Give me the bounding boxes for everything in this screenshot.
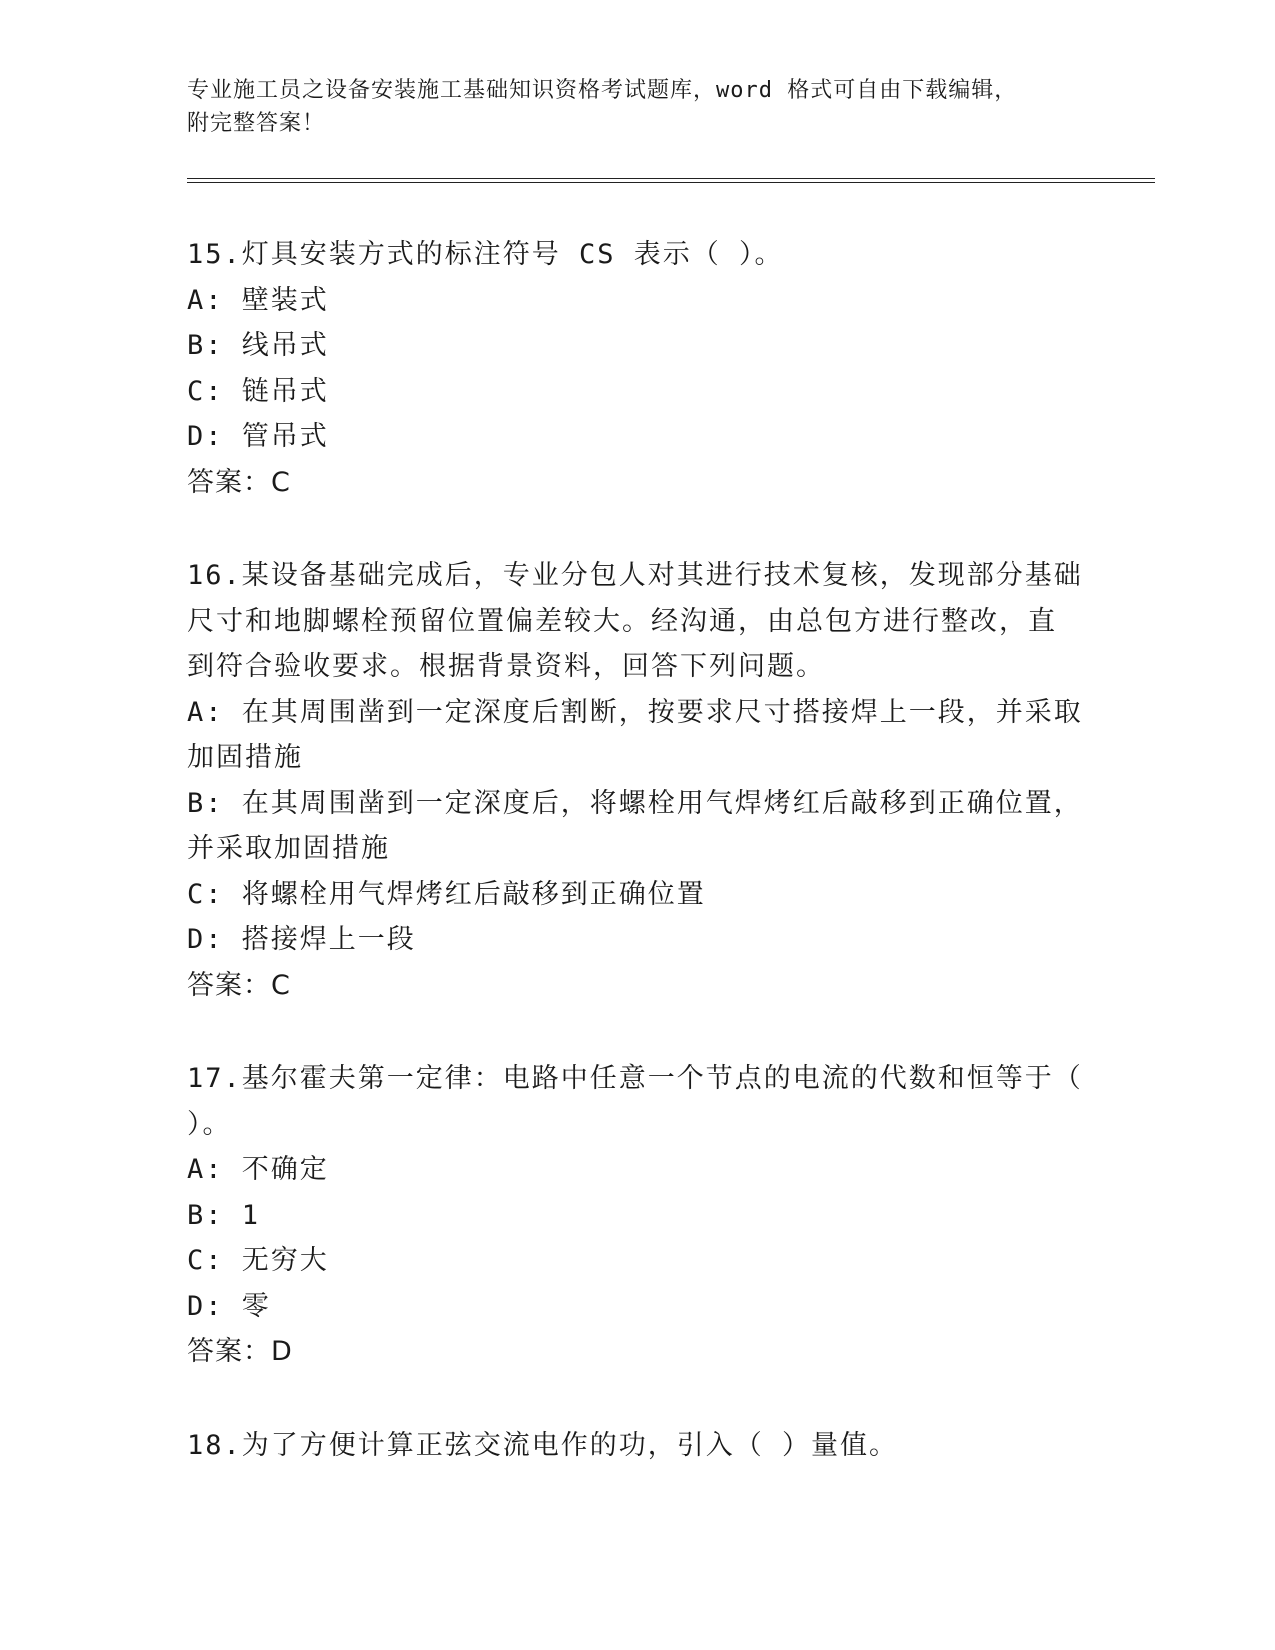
question-16 <box>187 553 1087 1008</box>
option-line: C: 链吊式 <box>187 375 329 407</box>
stem-line: 尺寸和地脚螺栓预留位置偏差较大。经沟通，由总包方进行整改，直 <box>187 605 1057 637</box>
header-line-2: 附完整答案！ <box>187 111 326 136</box>
document-header <box>187 74 1077 140</box>
option-line: C: 将螺栓用气焊烤红后敲移到正确位置 <box>187 878 706 910</box>
question-stem <box>187 1056 1087 1147</box>
option-line: D: 管吊式 <box>187 421 329 452</box>
option-line: C: 无穷大 <box>187 1245 329 1276</box>
stem-line: 16.某设备基础完成后，专业分包人对其进行技术复核，发现部分基础 <box>187 560 1083 591</box>
option-line: D: 搭接焊上一段 <box>187 924 416 955</box>
stem-line: 15.灯具安装方式的标注符号 CS 表示（ ）。 <box>187 239 784 270</box>
stem-line: 17.基尔霍夫第一定律：电路中任意一个节点的电流的代数和恒等于（ <box>187 1063 1083 1094</box>
option-b <box>187 323 1087 369</box>
question-stem <box>187 1423 1087 1469</box>
question-18 <box>187 1423 1087 1469</box>
option-line: 加固措施 <box>187 742 303 773</box>
stem-line: ）。 <box>187 1108 232 1140</box>
option-c <box>187 1238 1087 1284</box>
question-17 <box>187 1056 1087 1375</box>
option-d <box>187 1284 1087 1330</box>
answer-label: 答案：C <box>187 969 291 1001</box>
question-stem <box>187 232 1087 278</box>
stem-line: 18.为了方便计算正弦交流电作的功，引入（ ）量值。 <box>187 1429 899 1461</box>
option-line: A: 壁装式 <box>187 284 329 316</box>
option-line: 并采取加固措施 <box>187 833 390 864</box>
option-d <box>187 917 1087 963</box>
option-line: A: 不确定 <box>187 1154 329 1185</box>
option-a <box>187 278 1087 324</box>
option-line: B: 线吊式 <box>187 330 329 361</box>
answer-label: 答案：D <box>187 1336 293 1367</box>
option-line: B: 在其周围凿到一定深度后，将螺栓用气焊烤红后敲移到正确位置， <box>187 787 1083 819</box>
option-b <box>187 781 1087 872</box>
option-c <box>187 369 1087 415</box>
option-b <box>187 1193 1087 1239</box>
option-line: B: 1 <box>187 1199 261 1231</box>
option-line: A: 在其周围凿到一定深度后割断，按要求尺寸搭接焊上一段，并采取 <box>187 696 1083 728</box>
option-a <box>187 1147 1087 1193</box>
question-15 <box>187 232 1087 505</box>
header-divider <box>187 178 1155 183</box>
answer-label: 答案：C <box>187 466 291 498</box>
option-d <box>187 414 1087 460</box>
option-line: D: 零 <box>187 1290 271 1322</box>
question-list <box>187 232 1087 1516</box>
option-c <box>187 872 1087 918</box>
stem-line: 到符合验收要求。根据背景资料，回答下列问题。 <box>187 651 825 682</box>
question-stem <box>187 553 1087 690</box>
header-line-1: 专业施工员之设备安装施工基础知识资格考试题库，word 格式可自由下载编辑， <box>187 78 1018 103</box>
option-a <box>187 690 1087 781</box>
